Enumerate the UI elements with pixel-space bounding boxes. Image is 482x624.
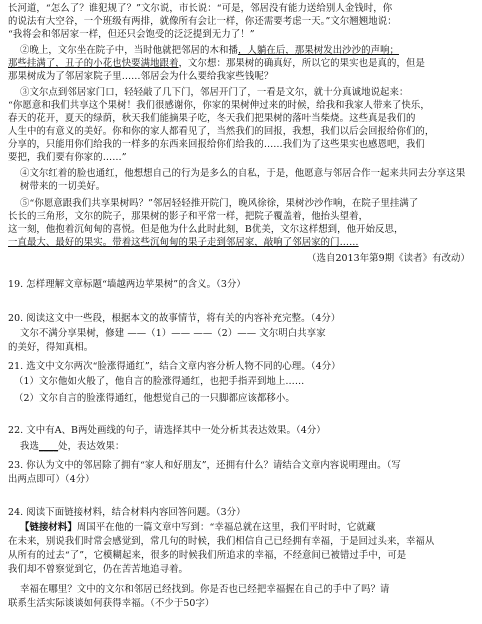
question-23: 23. 你认为文中的邻居除了拥有“家人和好朋友”，还拥有什么？请结合文章内容说明理由。（写 <box>8 460 401 471</box>
source-citation: （选自2013年第9期《读者》有改动） <box>307 253 470 264</box>
passage-line: 的说法有大空谷，一个班级有两排，就像所有会让一样，你还需要考虑一天。”文尔翘翘地说： <box>8 16 397 27</box>
blank-suffix: 文尔明白共享家 <box>259 328 326 339</box>
blank-1[interactable]: ——（1）—— <box>127 328 191 339</box>
passage-line: 长河道，“怎么了？谁犯规了？”文尔说，市长说：“可是，邻居没有能力送给别人金钱时，你 <box>8 3 393 14</box>
passage-text: ②晚上，文尔坐在院子中，当时他就把邻居的木和播 <box>20 45 238 56</box>
question-20: 20. 阅读这文中一些段，根据本文的故事情节，将有关的内容补充完整。（4分） <box>8 313 341 324</box>
question-24: 24. 阅读下面链接材料，结合材料内容回答问题。（3分） <box>8 507 246 518</box>
question-22: 22. 文中有A、B两处画线的句子，请选择其中一处分析其表达效果。（4分） <box>8 425 326 436</box>
question-20-cont: 的美好，得知真相。 <box>8 342 94 353</box>
question-19: 19. 怎样理解文章标题“墙越两边苹果树”的含义。（3分） <box>8 279 246 290</box>
passage-line <box>8 236 482 249</box>
question-22-answer <box>20 440 482 453</box>
passage-line: “你愿意和我们共享这个果树！我们很感谢你，你家的果树伸过来的时候，给我和我家人带来了快乐， <box>8 100 430 111</box>
link-material-line: 在未来，别说我们时常会感觉到，常几句的时候，我们相信自己已经拥有幸福，于是回过头来，幸福从 <box>8 536 435 547</box>
underlined-sentence-a: 快要满地跟着 <box>121 58 179 69</box>
passage-text: ，文尔想：那果树的确真好，所以它的果实也是真的，但是 <box>178 58 425 69</box>
passage-line: 春天的花开，夏天的绿荫，秋天我们能摘果子吃，冬天我们把果树的落叶当柴烧。这些真是我们的 <box>8 113 416 124</box>
link-material-line <box>20 521 482 534</box>
underlined-sentence-a: ，人躺在后，那果树发出沙沙的声响； <box>237 45 400 56</box>
passage-line <box>8 57 482 70</box>
question-20-blanks <box>20 327 482 340</box>
passage-line: 长长的三角形，文尔的院子，那果树的影子和平常一样，把院子覆盖着，他抬头望着， <box>8 211 369 222</box>
answer-blank[interactable]: ____ <box>38 441 59 452</box>
passage-line: “我将会和邻居家一样，但还只会饱受的泛泛提到无力了！” <box>8 29 255 40</box>
passage-line: 要把，我们要有你家的……” <box>8 152 127 163</box>
question-24-prompt: 联系生活实际谈谈如何获得幸福。（不少于50字） <box>8 598 215 609</box>
question-21-part-1: （1）文尔他如火般了，他自言的脸涨得通红，也把手指弄到地上…… <box>14 376 305 387</box>
passage-line <box>20 44 482 57</box>
answer-suffix: 处，表达效果： <box>58 441 125 452</box>
passage-line: 这一刻，他抱着沉甸甸的喜悦。但是他为什么此时此刻，B优美，文尔这样想到，他开始反思， <box>8 224 404 235</box>
link-material-line: 从所有的过去“了”，它模糊起来，很多的时候我们所追求的幸福，不经意间已被错过手中，可是 <box>8 550 407 561</box>
question-23-cont: 出两点即可）（4分） <box>8 474 95 485</box>
passage-line: 人生中的有意义的美好。你和你的家人都看见了，当然我们的回报，我想，我们以后会回报给你们的， <box>8 126 435 137</box>
question-21: 21. 选文中文尔两次“脸涨得通红”，结合文章内容分析人物不同的心理。（4分） <box>8 361 341 372</box>
passage-line: ③文尔点到邻居家门口，轻轻敲了几下门，邻居开门了，一看是文尔，就十分真诚地说起来： <box>20 87 409 98</box>
underlined-sentence-a: 那些挂满了，丑子的小花也 <box>8 58 122 69</box>
underlined-sentence-b: 带着这些沉甸甸的果子走到邻居家，敲响了邻居家的门…… <box>112 237 359 248</box>
passage-line: 分享的，只能用你们给我的一样多的东西来回报给你们给我的……我们为了这些果实也感恩吧，我们 <box>8 139 425 150</box>
question-21-part-2: （2）文尔自言的脸涨得通红，他想觉自己的一只脚都应该都移小。 <box>14 393 295 404</box>
link-material-line: 我们却不曾察觉到它，仍在苦苦地追寻着。 <box>8 564 189 575</box>
link-material-text: 周国平在他的一篇文章中写到：“幸福总就在这里，我们平时时，它就藏 <box>76 522 376 533</box>
blank-prefix: 文尔不满分享果树，修建 <box>20 328 125 339</box>
passage-line: 那果树成为了邻居家院子里……邻居会为什么要给我家些钱呢？ <box>8 71 274 82</box>
question-24-prompt: 幸福在哪里？文中的文尔和邻居已经找到。你是否也已经把幸福握在自己的手中了吗？请 <box>20 584 390 595</box>
underlined-sentence-b: 一直最大、最好的果实。 <box>8 237 113 248</box>
blank-2[interactable]: ——（2）—— <box>193 328 257 339</box>
link-material-label: 【链接材料】 <box>20 522 77 533</box>
passage-line: ⑤“你愿意跟我们共享果树吗？”邻居轻轻推开院门，晚风徐徐，果树沙沙作响，在院子里挂满了 <box>20 198 419 209</box>
passage-line: ④文尔红着的脸也通红，他想想自己的行为是多么的自私，于是，他愿意与邻居合作一起来共同去分享这果树带来的一切美好。 <box>20 168 466 192</box>
answer-label: 我选 <box>20 441 39 452</box>
